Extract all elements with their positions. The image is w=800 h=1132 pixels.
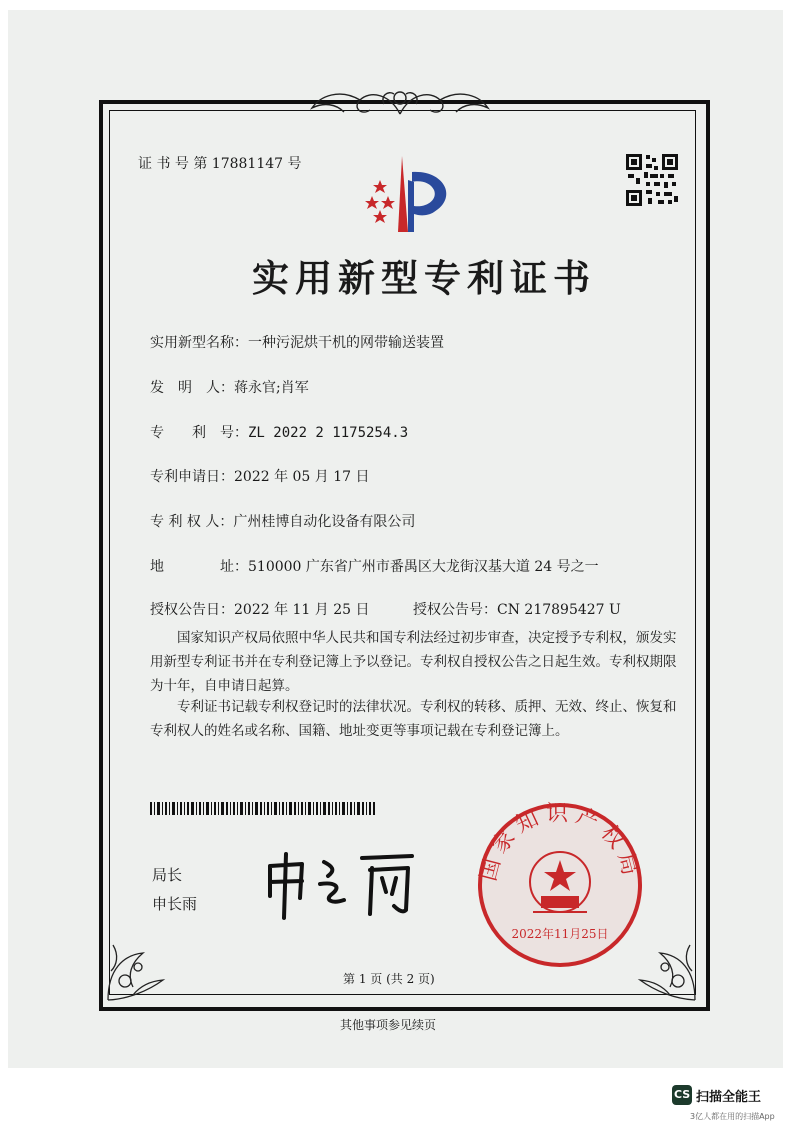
field-value: 2022 年 05 月 17 日 xyxy=(234,469,370,485)
official-seal-icon xyxy=(475,800,645,970)
director-name: 申长雨 xyxy=(152,895,198,913)
patent-office-logo-icon xyxy=(350,150,470,240)
field-value: 蒋永官;肖军 xyxy=(234,380,309,396)
field-row-patent-number xyxy=(150,422,408,442)
scanner-logo-icon xyxy=(672,1085,692,1105)
field-label: 专利申请日： xyxy=(150,469,234,485)
field-value: ZL 2022 2 1175254.3 xyxy=(248,425,409,441)
field-label: 实用新型名称： xyxy=(150,335,248,351)
legal-status-paragraph: 专利证书记载专利权登记时的法律状况。专利权的转移、质押、无效、终止、恢复和专利权人的姓名或名称、国籍、地址变更等事项记载在专利登记簿上。 xyxy=(150,699,677,739)
field-label: 专 利 权 人： xyxy=(150,514,234,530)
qr-code-icon xyxy=(624,152,680,208)
field-value: 一种污泥烘干机的网带输送装置 xyxy=(248,335,444,351)
continue-note: 其他事项参见续页 xyxy=(340,1018,437,1032)
field-label: 专 利 号： xyxy=(150,425,248,441)
field-row-inventor xyxy=(150,377,309,397)
field-row-grant-announce-number xyxy=(413,599,621,619)
top-ornament-icon xyxy=(300,84,500,120)
page-indicator: 第 1 页 (共 2 页) xyxy=(343,972,435,986)
director-title: 局长 xyxy=(152,866,183,884)
field-value: 广州桂博自动化设备有限公司 xyxy=(233,514,416,530)
grant-statement-paragraph: 国家知识产权局依照中华人民共和国专利法经过初步审查，决定授予专利权，颁发实用新型专利证书并在专利登记簿上予以登记。专利权自授权公告之日起生效。专利权期限为十年，自申请日起算。 xyxy=(150,630,677,694)
corner-ornament-left-icon xyxy=(103,925,173,1005)
field-label: 授权公告号： xyxy=(413,602,497,618)
field-row-patentee xyxy=(150,511,415,531)
field-row-application-date xyxy=(150,466,370,486)
seal-date: 2022年11月25日 xyxy=(511,927,609,941)
seal-text: 国家知识产权局 xyxy=(476,801,644,884)
field-value: CN 217895427 U xyxy=(497,602,621,618)
field-value: 510000 广东省广州市番禺区大龙街汉基大道 24 号之一 xyxy=(248,559,599,575)
director-signature-icon xyxy=(262,848,422,920)
scanner-brand-name: 扫描全能王 xyxy=(696,1090,762,1105)
field-row-address xyxy=(150,556,599,576)
field-row-utility-model-name xyxy=(150,332,444,352)
certificate-number: 证 书 号 第 17881147 号 xyxy=(138,156,302,172)
field-value: 2022 年 11 月 25 日 xyxy=(234,602,370,618)
field-label: 地 址： xyxy=(150,559,248,575)
scanner-logo-text: CS xyxy=(674,1088,691,1101)
certificate-title: 实用新型专利证书 xyxy=(252,256,596,300)
barcode-icon xyxy=(150,802,376,815)
scanner-tagline: 3亿人都在用的扫描App xyxy=(690,1112,775,1121)
field-label: 授权公告日： xyxy=(150,602,234,618)
field-label: 发 明 人： xyxy=(150,380,234,396)
field-row-grant-date xyxy=(150,599,370,619)
